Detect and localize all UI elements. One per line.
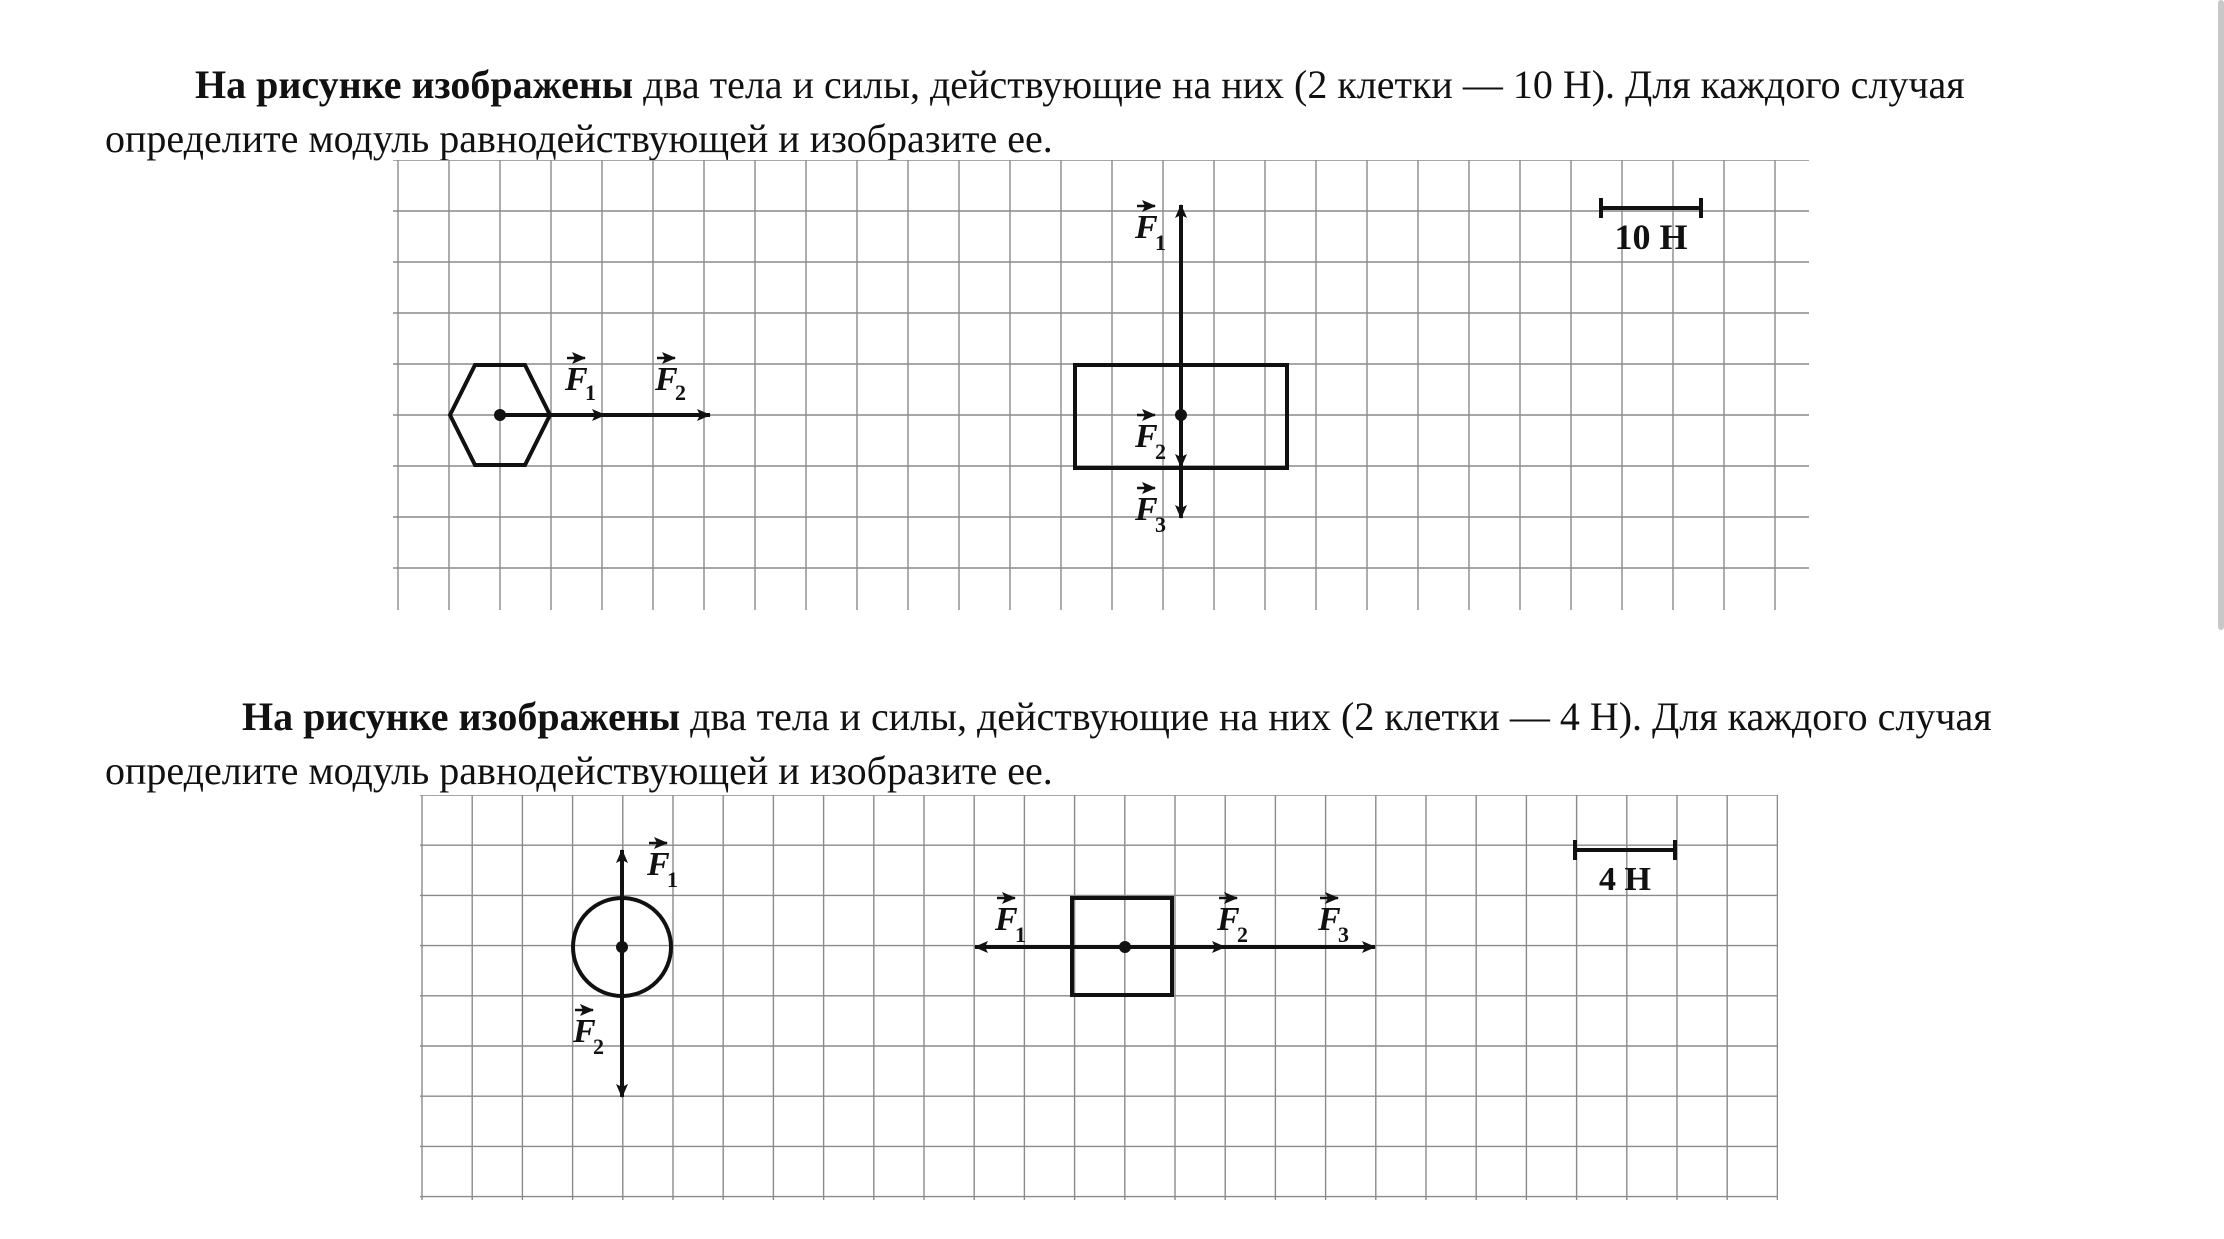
figure-1	[393, 160, 1809, 610]
problem-2-text	[105, 690, 2095, 798]
scale-bar-1	[1601, 198, 1701, 257]
problem-1-body: два тела и силы, действующие на них (2 клетки — 10 Н). Для каждого случая определите модуль равнодействующей и изобразите ее.	[105, 62, 1965, 161]
scale-bar-2	[1575, 840, 1675, 898]
svg-text:2: 2	[1237, 922, 1248, 947]
svg-text:F: F	[995, 901, 1018, 938]
svg-text:F: F	[647, 846, 670, 883]
svg-text:F: F	[573, 1013, 596, 1050]
svg-text:F: F	[565, 361, 588, 398]
force-label-f2	[1216, 898, 1248, 947]
svg-text:1: 1	[667, 867, 678, 892]
scale-label-2: 4 Н	[1599, 861, 1651, 898]
force-label-f1	[1134, 206, 1166, 255]
force-label-f2	[1134, 415, 1166, 464]
hexagon-body	[450, 358, 710, 465]
svg-text:1: 1	[585, 380, 596, 405]
svg-text:1: 1	[1015, 922, 1026, 947]
circle-body	[572, 843, 678, 1097]
problem-2-bold-lead: На рисунке изображены	[242, 694, 681, 739]
svg-text:2: 2	[593, 1034, 604, 1059]
svg-text:F: F	[655, 361, 678, 398]
force-label-f1	[564, 358, 596, 405]
svg-text:2: 2	[675, 380, 686, 405]
force-label-f3	[1134, 488, 1166, 537]
svg-text:F: F	[1135, 418, 1158, 455]
force-label-f2	[572, 1010, 604, 1059]
problem-1-bold-lead: На рисунке изображены	[195, 62, 634, 107]
scrollbar[interactable]	[2218, 0, 2224, 630]
svg-text:1: 1	[1155, 230, 1166, 255]
rectangle-body	[1075, 205, 1287, 537]
force-label-f1	[994, 898, 1026, 947]
problem-2-body: два тела и силы, действующие на них (2 клетки — 4 Н). Для каждого случая определите модуль равнодействующей и изобразите ее.	[105, 694, 1992, 793]
force-label-f3	[1317, 898, 1349, 947]
svg-text:2: 2	[1155, 439, 1166, 464]
figure-2	[420, 795, 1778, 1200]
scale-label-1: 10 Н	[1614, 217, 1688, 257]
svg-text:F: F	[1135, 491, 1158, 528]
svg-text:F: F	[1135, 209, 1158, 246]
svg-text:F: F	[1318, 901, 1341, 938]
grid-1	[393, 160, 1809, 610]
svg-text:F: F	[1217, 901, 1240, 938]
problem-1-text	[105, 58, 2095, 166]
force-label-f2	[654, 358, 686, 405]
svg-text:3: 3	[1338, 922, 1349, 947]
svg-text:3: 3	[1155, 512, 1166, 537]
